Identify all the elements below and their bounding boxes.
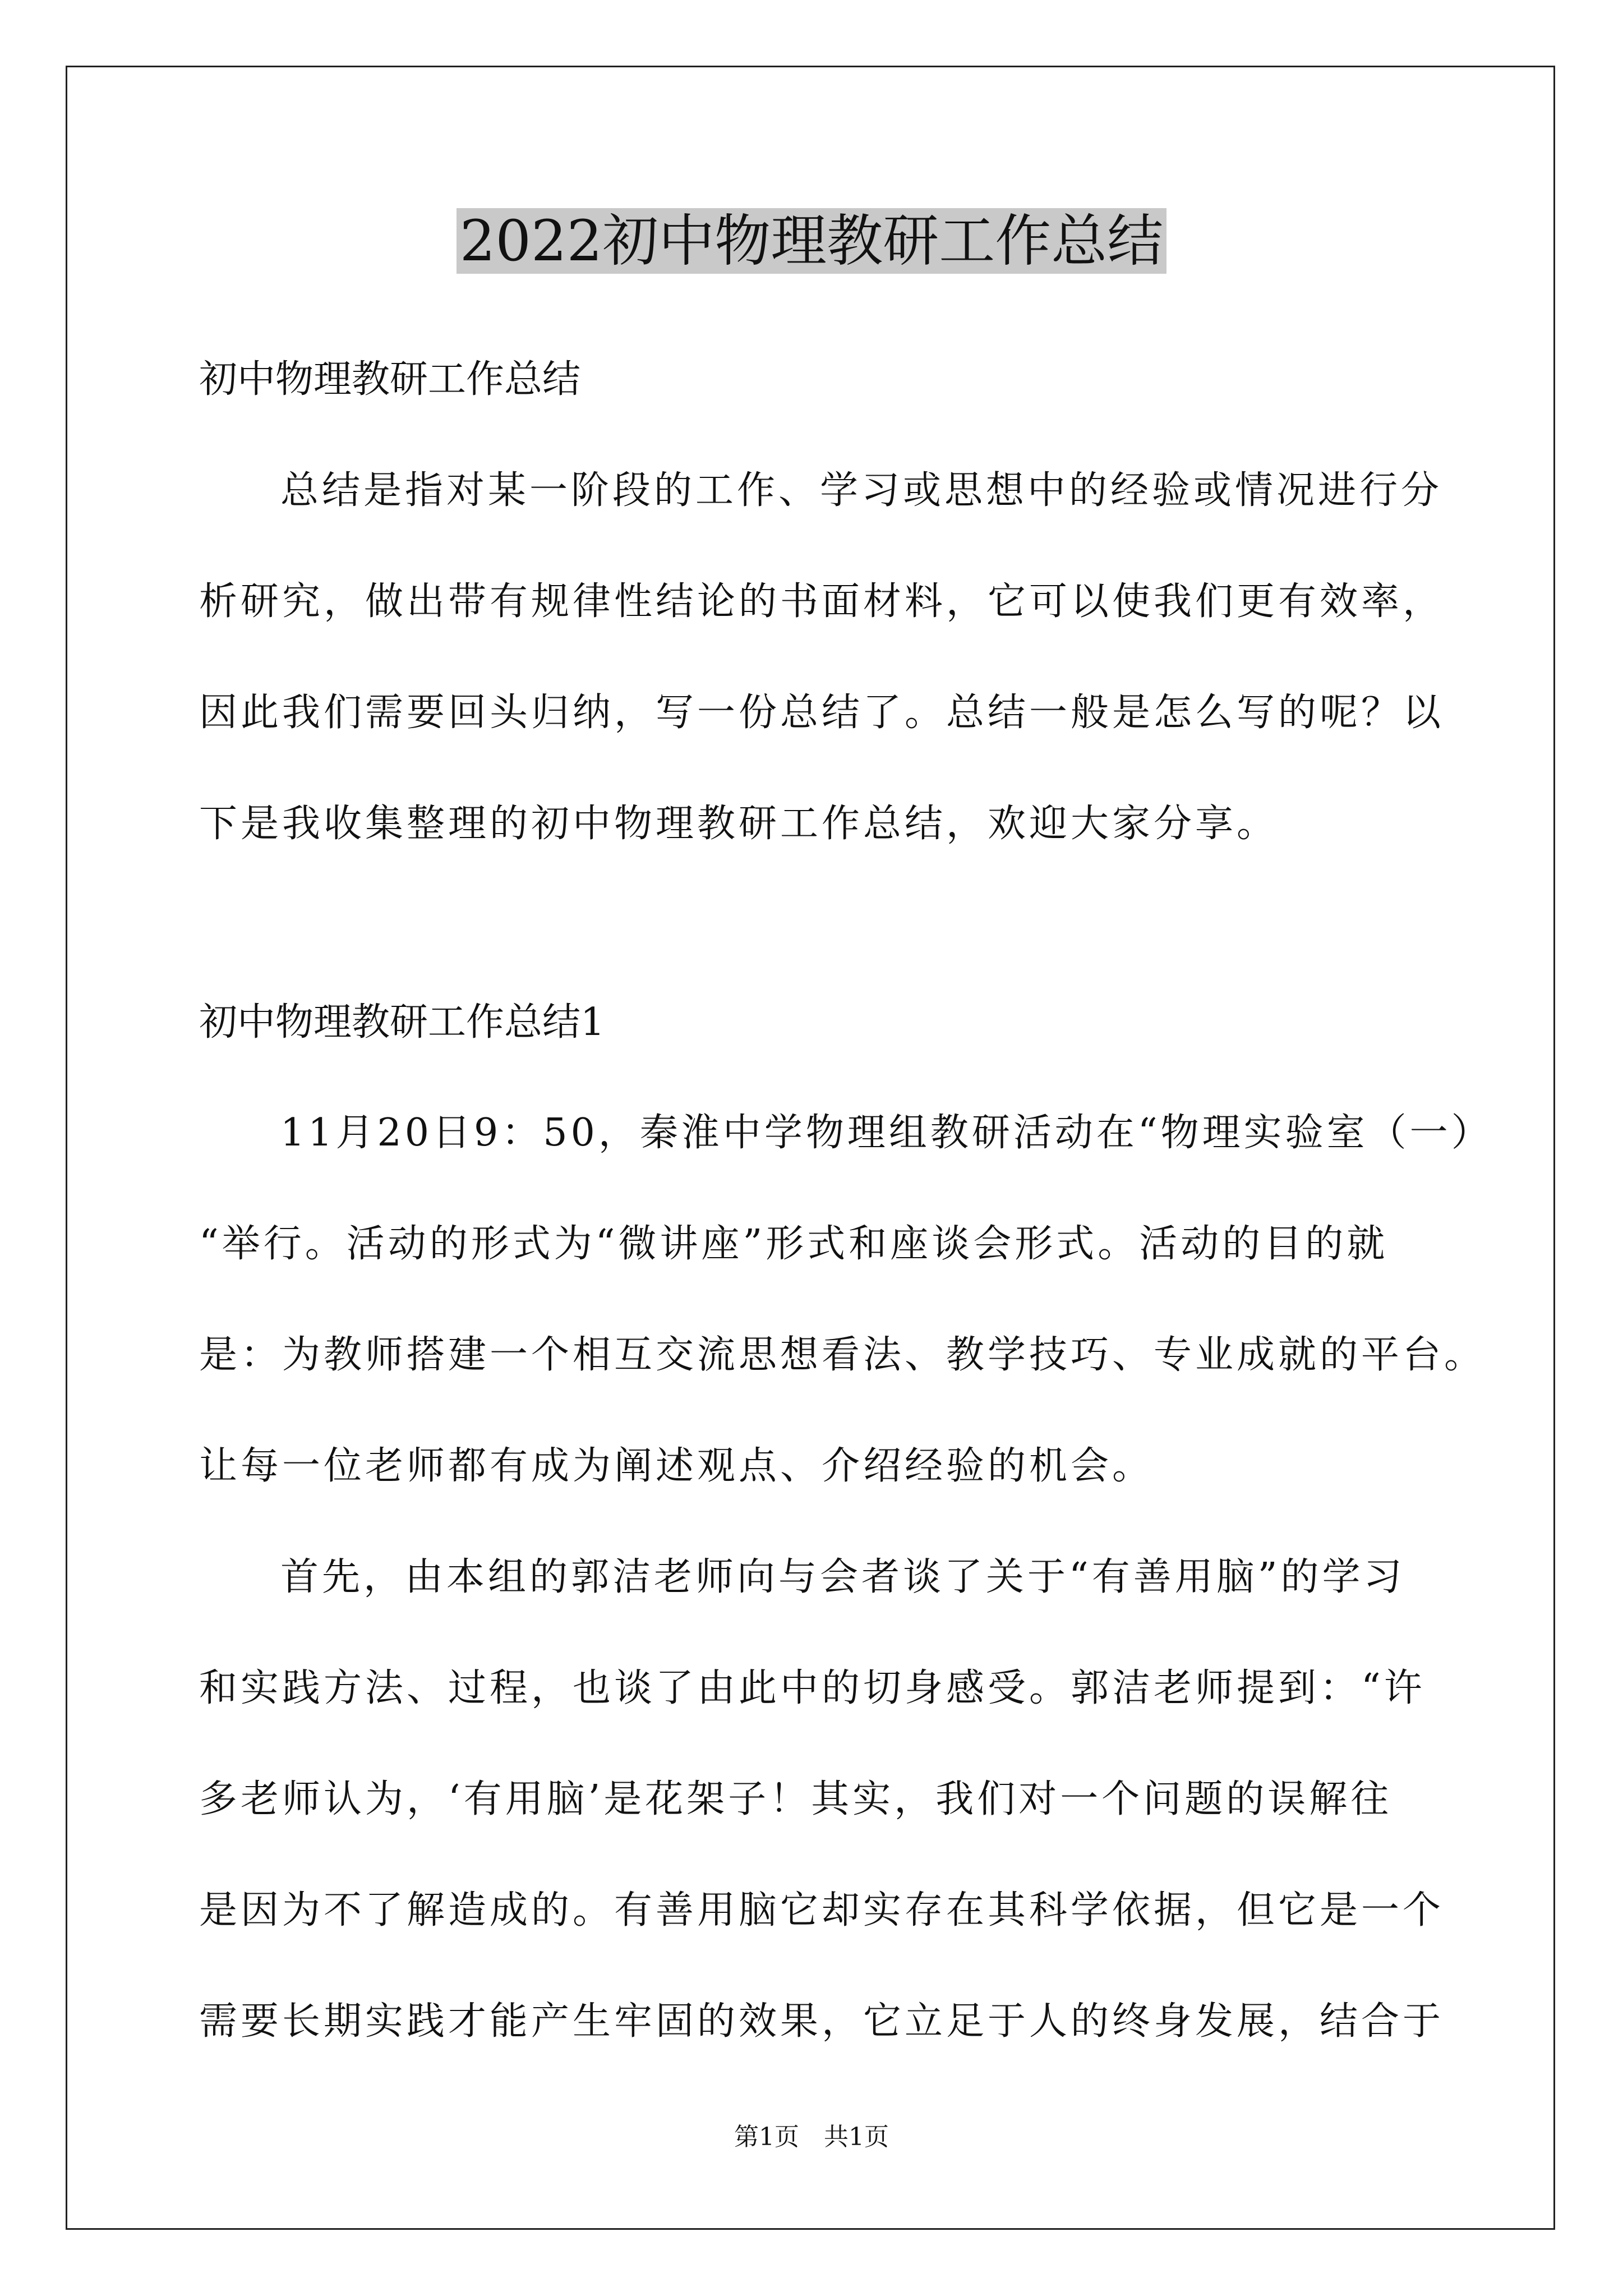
para2-line-4: 是因为不了解造成的。有善用脑它却实存在其科学依据，但它是一个 xyxy=(199,1888,1445,1932)
para1-line-2: “举行。活动的形式为“微讲座”形式和座谈会形式。活动的目的就 xyxy=(199,1222,1389,1266)
para2-line-3: 多老师认为，‘有用脑’是花架子！其实，我们对一个问题的误解往 xyxy=(199,1777,1393,1821)
para2-line-5: 需要长期实践才能产生牢固的效果，它立足于人的终身发展，结合于 xyxy=(199,1999,1445,2044)
intro-line-3: 因此我们需要回头归纳，写一份总结了。总结一般是怎么写的呢？以 xyxy=(199,691,1445,735)
page-footer: 第1页 共1页 xyxy=(734,2123,889,2151)
para2-line-1: 首先，由本组的郭洁老师向与会者谈了关于“有善用脑”的学习 xyxy=(280,1555,1405,1599)
document-title xyxy=(0,202,1623,280)
para1-line-3: 是：为教师搭建一个相互交流思想看法、教学技巧、专业成就的平台。 xyxy=(199,1333,1486,1377)
para2-line-2: 和实践方法、过程，也谈了由此中的切身感受。郭洁老师提到：“许 xyxy=(199,1666,1426,1710)
heading-2: 初中物理教研工作总结1 xyxy=(199,1000,605,1045)
para1-line-1: 11月20日9：50，秦淮中学物理组教研活动在“物理实验室（一） xyxy=(280,1111,1493,1155)
intro-line-2: 析研究，做出带有规律性结论的书面材料，它可以使我们更有效率， xyxy=(199,579,1445,624)
document-title-text: 2022初中物理教研工作总结 xyxy=(457,208,1167,274)
para1-line-4: 让每一位老师都有成为阐述观点、介绍经验的机会。 xyxy=(199,1444,1154,1488)
heading-1: 初中物理教研工作总结 xyxy=(199,357,581,402)
intro-line-1: 总结是指对某一阶段的工作、学习或思想中的经验或情况进行分 xyxy=(280,468,1443,513)
intro-line-4: 下是我收集整理的初中物理教研工作总结，欢迎大家分享。 xyxy=(199,802,1279,846)
